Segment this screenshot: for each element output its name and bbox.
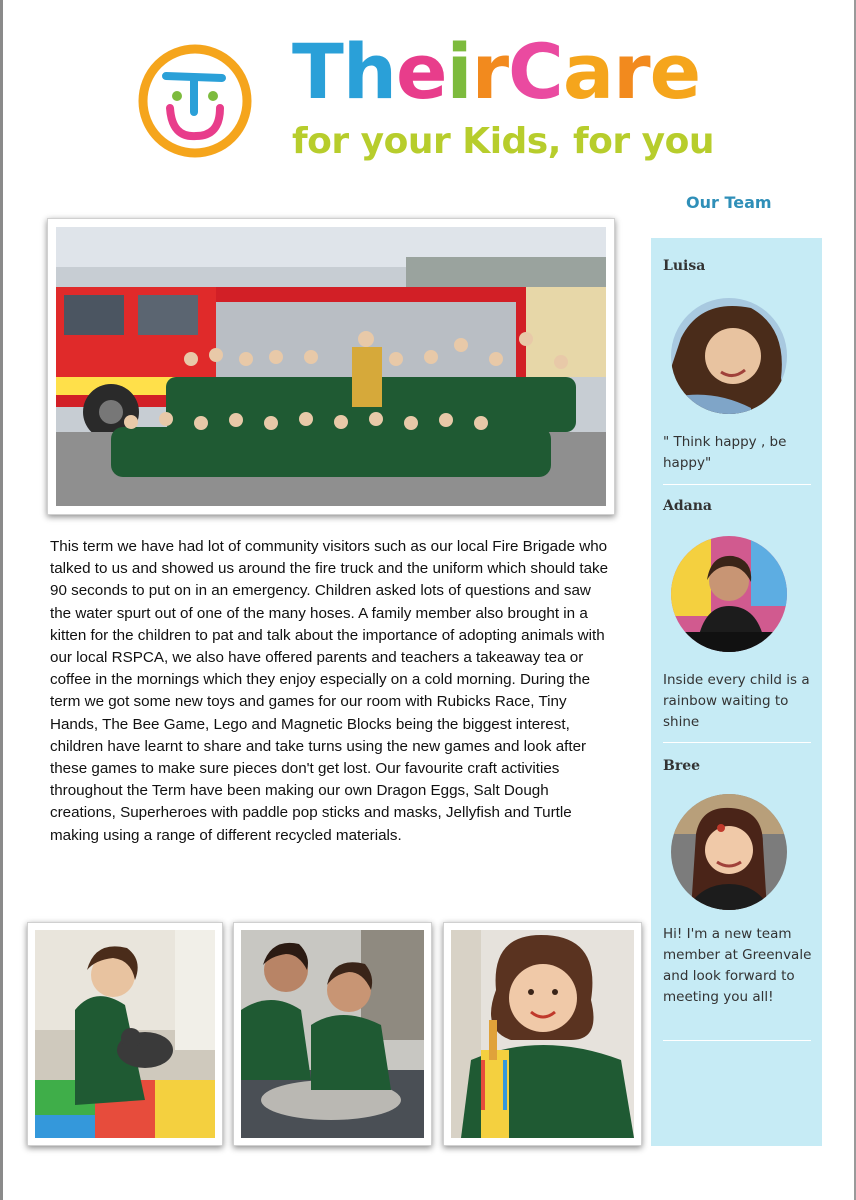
brand-title-letter: T: [292, 27, 343, 116]
avatar-bree: [671, 794, 787, 910]
brand-title-letter: r: [471, 27, 509, 116]
team-divider: [663, 1040, 811, 1041]
brand-title-letter: r: [613, 27, 650, 116]
newsletter-article: This term we have had lot of community visitors such as our local Fire Brigade who talked to us and showed us around the fire truck and the uniform which should take 90 seconds to put on in an emergency. Children asked lots of questions and saw the water spurt out of one of the many hoses. A family member also brought in a kitten for the children to pat and talk about the importance of adopting animals with our local RSPCA, we also have offered parents and teachers a takeaway tea or coffee in the mornings which they enjoy especially on a cold morning. During the term we got some new toys and games for our room with Rubicks Race, Tiny Hands, The Bee Game, Lego and Magnetic Blocks being the biggest interest, children have learnt to share and take turns using the new games and look after these games to make sure pieces don't get lost. Our favourite craft activities throughout the Term have been making our own Dragon Eggs, Salt Dough creations, Superheroes with paddle pop sticks and masks, Jellyfish and Turtle making using a range of different recycled materials.: [50, 538, 609, 844]
kitten-photo: [27, 922, 223, 1146]
team-member-name-luisa: Luisa: [663, 258, 706, 274]
team-quote-adana: Inside every child is a rainbow waiting to shine: [663, 672, 810, 730]
avatar-adana: [671, 536, 787, 652]
kitten-photo-image: [35, 930, 215, 1138]
fire-truck-photo-image: [56, 227, 606, 506]
team-member-name-bree: Bree: [663, 758, 701, 774]
brand-tagline: for your Kids, for you: [292, 121, 714, 162]
brand-title-letter: e: [395, 27, 447, 116]
team-quote-bree: Hi! I'm a new team member at Greenvale and look forward to meeting you all!: [663, 926, 812, 1005]
salt-dough-photo: [233, 922, 432, 1146]
our-team-heading: Our Team: [686, 193, 772, 212]
brand-title-letter: a: [562, 27, 614, 116]
brand-title-letter: C: [508, 27, 563, 116]
brand-title-letter: h: [342, 27, 396, 116]
page-border-left: [0, 0, 3, 1200]
theircare-logo-icon: [136, 42, 254, 160]
brand-title: [292, 27, 701, 116]
team-divider: [663, 742, 811, 743]
brand-title-letter: e: [649, 27, 701, 116]
craft-girl-photo-image: [451, 930, 634, 1138]
salt-dough-photo-image: [241, 930, 424, 1138]
craft-girl-photo: [443, 922, 642, 1146]
team-member-name-adana: Adana: [663, 498, 712, 514]
brand-title-letter: i: [446, 27, 472, 116]
avatar-luisa: [671, 298, 787, 414]
team-sidebar: [651, 238, 822, 1146]
team-quote-luisa: " Think happy , be happy": [663, 434, 787, 471]
team-divider: [663, 484, 811, 485]
fire-truck-group-photo: [47, 218, 615, 515]
